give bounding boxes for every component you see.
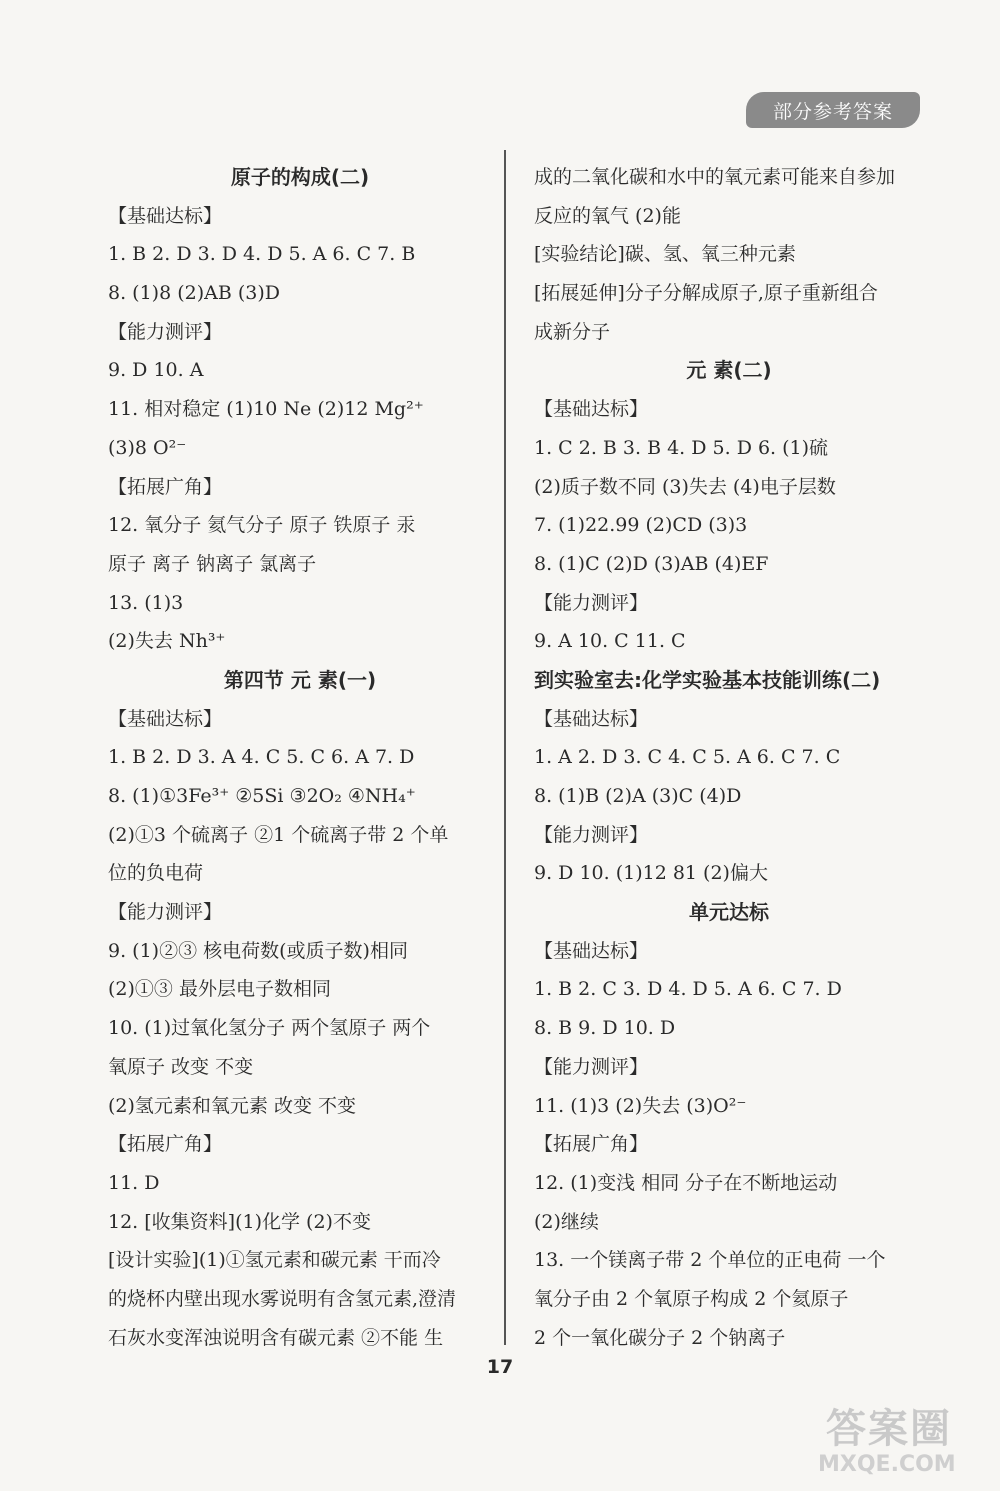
answer-line: 11. 相对稳定 (1)10 Ne (2)12 Mg²⁺ [108,398,424,421]
section-title: 第四节 元 素(一) [223,667,377,692]
answer-line: (3)8 O²⁻ [108,436,187,459]
category-tag: 【基础达标】 [108,707,223,730]
answer-line: (2)质子数不同 (3)失去 (4)电子层数 [534,475,836,498]
answer-line: 13. 一个镁离子带 2 个单位的正电荷 一个 [534,1249,886,1272]
section-header-badge: 部分参考答案 [746,92,920,128]
answer-line: 1. B 2. D 3. D 4. D 5. A 6. C 7. B [108,243,416,266]
category-tag: 【能力测评】 [534,1055,649,1078]
answer-line: 9. A 10. C 11. C [534,630,686,653]
answer-line: 1. B 2. C 3. D 4. D 5. A 6. C 7. D [534,978,842,1001]
answer-line: 12. (1)变浅 相同 分子在不断地运动 [534,1171,838,1194]
answer-line: 9. (1)②③ 核电荷数(或质子数)相同 [108,939,408,962]
answer-line: 7. (1)22.99 (2)CD (3)3 [534,514,748,537]
section-title: 到实验室去:化学实验基本技能训练(二) [534,667,881,692]
answer-line: 反应的氧气 (2)能 [534,204,681,227]
answer-line: 8. (1)B (2)A (3)C (4)D [534,785,742,807]
answer-line: 12. 氧分子 氦气分子 原子 铁原子 汞 [108,514,416,537]
category-tag: 【基础达标】 [534,398,649,421]
answer-line: 原子 离子 钠离子 氯离子 [108,552,317,575]
answer-line: 1. C 2. B 3. B 4. D 5. D 6. (1)硫 [534,436,829,459]
answer-line: 8. (1)C (2)D (3)AB (4)EF [534,552,769,575]
right-column [534,158,924,1357]
answer-line: [拓展延伸]分子分解成原子,原子重新组合 [534,282,878,305]
answer-line: (2)继续 [534,1210,599,1233]
category-tag: 【拓展广角】 [534,1133,649,1156]
section-title: 原子的构成(二) [230,165,370,189]
answer-line: (2)氢元素和氧元素 改变 不变 [108,1094,356,1117]
category-tag: 【基础达标】 [534,707,649,730]
answer-line: 9. D 10. (1)12 81 (2)偏大 [534,862,768,885]
left-column [108,158,492,1357]
category-tag: 【基础达标】 [534,939,649,962]
watermark-logo: 答案圈 [826,1406,952,1452]
category-tag: 【基础达标】 [108,204,223,227]
category-tag: 【能力测评】 [108,320,223,343]
category-tag: 【拓展广角】 [108,475,223,498]
category-tag: 【能力测评】 [534,823,649,846]
answer-line: 石灰水变浑浊说明含有碳元素 ②不能 生 [108,1326,444,1349]
section-title: 单元达标 [689,900,769,925]
answer-line: 1. A 2. D 3. C 4. C 5. A 6. C 7. C [534,746,841,769]
answer-line: (2)①3 个硫离子 ②1 个硫离子带 2 个单 [108,823,449,846]
answer-line: 2 个一氧化碳分子 2 个钠离子 [534,1326,786,1349]
answer-line: [设计实验](1)①氢元素和碳元素 干而冷 [108,1249,441,1272]
answer-line: 1. B 2. D 3. A 4. C 5. C 6. A 7. D [108,746,415,769]
answer-line: 11. (1)3 (2)失去 (3)O²⁻ [534,1094,747,1117]
section-title: 元 素(二) [686,358,772,383]
answer-line: 12. [收集资料](1)化学 (2)不变 [108,1210,371,1233]
page-number: 17 [486,1356,514,1378]
category-tag: 【拓展广角】 [108,1133,223,1156]
answer-line: 9. D 10. A [108,359,204,382]
answer-line: [实验结论]碳、氢、氧三种元素 [534,243,796,266]
answer-line: 8. (1)8 (2)AB (3)D [108,282,280,305]
column-divider [504,150,506,1345]
answer-line: 8. (1)①3Fe³⁺ ②5Si ③2O₂ ④NH₄⁺ [108,785,416,807]
answer-line: 氧原子 改变 不变 [108,1055,254,1078]
answer-line: 的烧杯内壁出现水雾说明有含氢元素,澄清 [108,1287,457,1310]
answer-line: 8. B 9. D 10. D [534,1017,676,1040]
answer-line: 成的二氧化碳和水中的氧元素可能来自参加 [534,166,896,188]
answer-line: 10. (1)过氧化氢分子 两个氢原子 两个 [108,1017,431,1040]
category-tag: 【能力测评】 [108,901,223,924]
answer-line: 氧分子由 2 个氧原子构成 2 个氦原子 [534,1287,849,1310]
category-tag: 【能力测评】 [534,591,649,614]
answer-line: 成新分子 [534,320,611,343]
answer-line: 13. (1)3 [108,591,184,614]
answer-line: 11. D [108,1171,160,1194]
answer-line: (2)①③ 最外层电子数相同 [108,978,331,1001]
watermark-url: MXQE.COM [818,1452,956,1477]
answer-line: 位的负电荷 [108,862,204,885]
answer-line: (2)失去 Nh³⁺ [108,630,226,653]
